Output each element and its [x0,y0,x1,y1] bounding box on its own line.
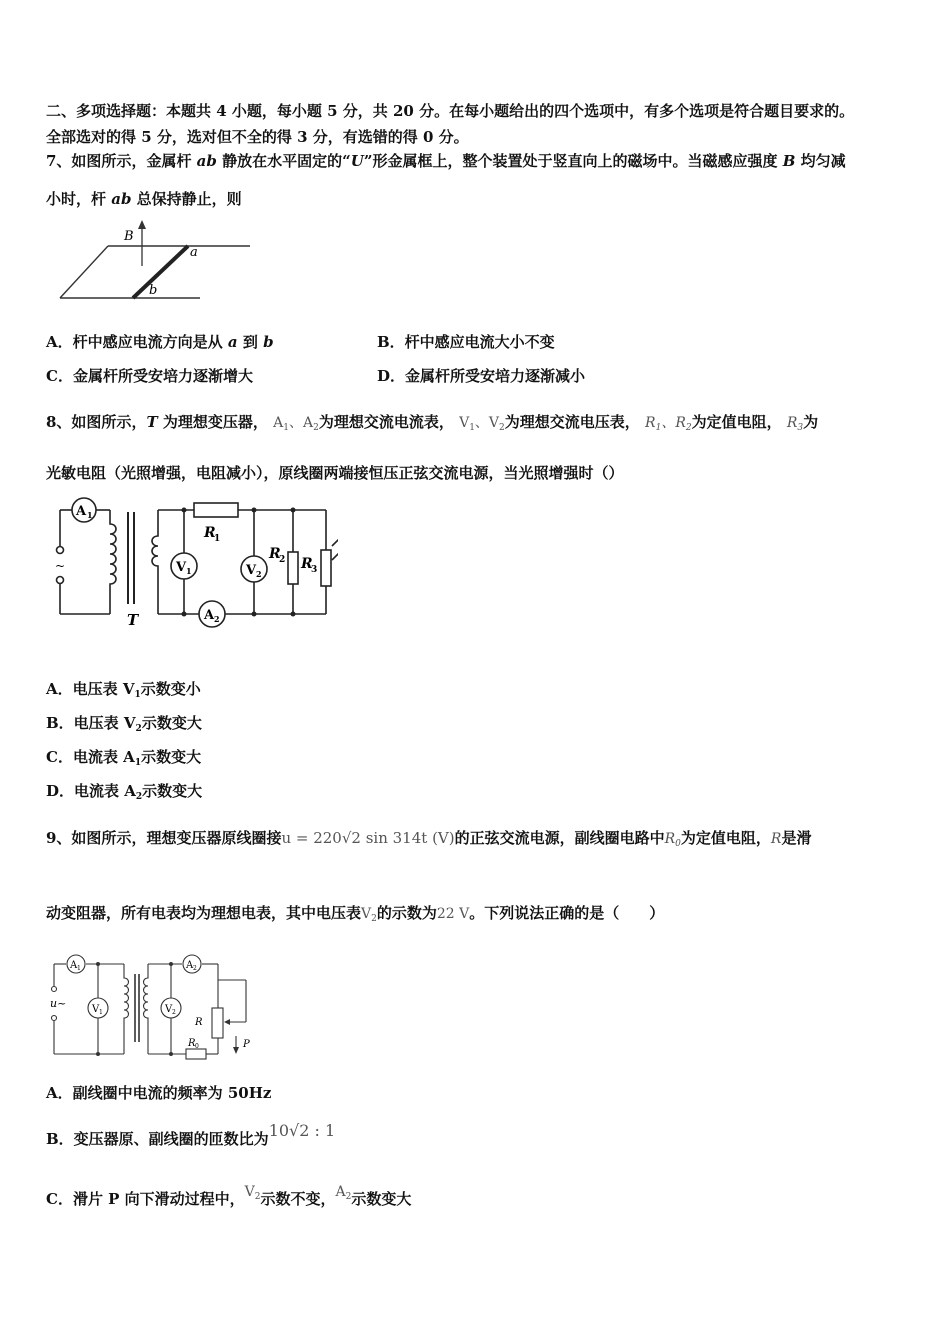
q9-formula: u = 220√2 sin 314t (V) [281,829,455,847]
svg-text:0: 0 [195,1043,199,1050]
q7-stem-line1: 7、如图所示，金属杆 ab 静放在水平固定的“U”形金属框上，整个装置处于竖直向上的磁场中。当磁感应强度 B 均匀减 [46,152,846,170]
q9-fig-A2: A [186,960,194,971]
q8-fig-V2: V [246,563,257,578]
q9-fig-R: R [195,1017,203,1028]
q9-fig-u: u~ [50,997,67,1010]
svg-text:1: 1 [99,1009,103,1016]
q9-option-a[interactable]: A．副线圈中电流的频率为 50Hz [46,1084,272,1102]
svg-text:2: 2 [279,555,286,565]
svg-text:2: 2 [193,965,197,972]
q9-fig-V1: V [92,1004,100,1015]
q9-fig-A1: A [70,960,78,971]
svg-text:1: 1 [214,534,221,544]
q8-fig-tilde: ~ [55,559,66,573]
q8-fig-A2: A [204,608,215,623]
section-scoring: 全部选对的得 5 分，选对但不全的得 3 分，有选错的得 0 分。 [46,128,469,146]
q7-stem-line2: 小时，杆 ab 总保持静止，则 [46,190,242,208]
q8-stem-line2: 光敏电阻（光照增强，电阻减小），原线圈两端接恒压正弦交流电源，当光照增强时（） [46,464,624,482]
q7-label-B: B [124,229,134,244]
q9-stem-line2: 动变阻器，所有电表均为理想电表，其中电压表$V_2$的示数为22 V。下列说法正确的是（ ） [46,904,665,924]
q8-stem-line1: 8、如图所示，T 为理想变压器， $A_1$、$A_2$为理想交流电流表， $V_1$、$V_2$为理想交流电压表， $R_1$、$R_2$为定值电阻， $R_3$为 [46,413,819,433]
svg-text:2: 2 [256,569,262,579]
q9-fig-R0: R [188,1038,196,1049]
q7-figure [50,218,260,308]
q7-option-b[interactable]: B．杆中感应电流大小不变 [377,333,555,351]
section-heading: 二、多项选择题：本题共 4 小题，每小题 5 分，共 20 分。在每小题给出的四个选项中，有多个选项是符合题目要求的。 [46,102,855,120]
q7-option-c[interactable]: C．金属杆所受安培力逐渐增大 [46,367,253,385]
q7-option-a[interactable]: A．杆中感应电流方向是从 a 到 b [46,333,274,351]
svg-text:1: 1 [186,566,192,576]
svg-text:1: 1 [77,965,81,972]
q8-option-c[interactable]: C．电流表 $A_1$示数变大 [46,748,202,768]
q9-option-b[interactable]: B．变压器原、副线圈的匝数比为10√2 : 1 [46,1121,336,1148]
q7-label-a: a [190,245,198,260]
q8-fig-R2: R [269,546,281,562]
q9-stem-line1: 9、如图所示，理想变压器原线圈接u = 220√2 sin 314t (V)的正弦交流电源，副线圈电路中$R_0$为定值电阻，R是滑 [46,829,812,849]
svg-text:3: 3 [311,565,318,575]
q8-fig-R3: R [301,556,313,572]
q8-fig-V1: V [176,560,187,575]
q8-option-b[interactable]: B．电压表 $V_2$示数变大 [46,714,202,734]
q8-fig-A1: A [76,504,87,519]
q9-circuit-figure [46,950,266,1062]
q8-option-a[interactable]: A．电压表 $V_1$示数变小 [46,680,201,700]
q7-label-b: b [149,283,158,298]
q8-circuit-figure [48,492,338,632]
svg-text:2: 2 [214,614,220,624]
svg-text:1: 1 [87,510,93,520]
q8-option-d[interactable]: D．电流表 $A_2$示数变大 [46,782,203,802]
q8-fig-R1: R [204,525,216,541]
q9-fig-P: P [243,1039,250,1050]
q9-fig-V2: V [165,1004,173,1015]
q8-fig-T: T [127,611,139,629]
q9-value: 22 V [436,906,470,922]
q9-option-c[interactable]: C．滑片 P 向下滑动过程中，$V_2$示数不变，$A_2$示数变大 [46,1184,412,1208]
q7-option-d[interactable]: D．金属杆所受安培力逐渐减小 [377,367,586,385]
svg-text:2: 2 [172,1009,176,1016]
